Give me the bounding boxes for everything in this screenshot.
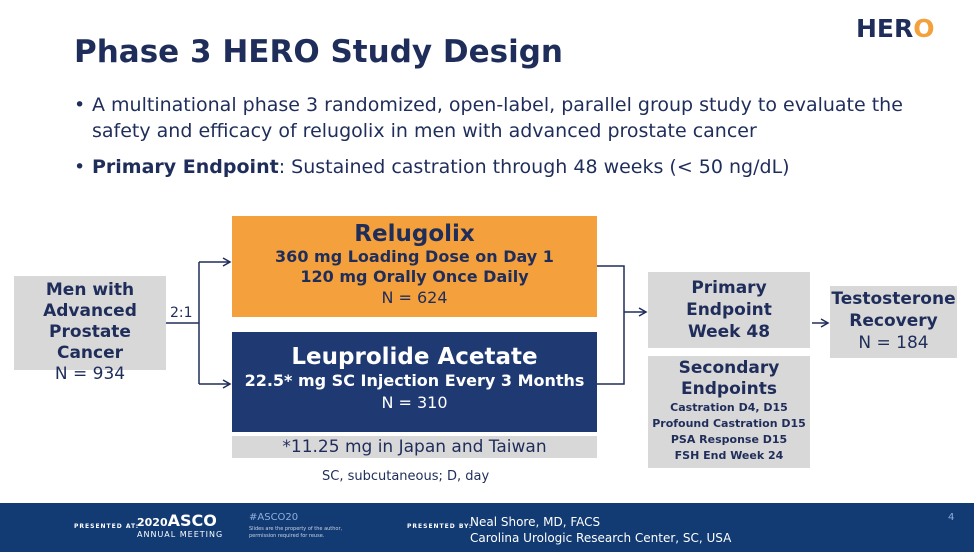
population-line: Prostate Cancer bbox=[49, 322, 131, 363]
endpoint-item: FSH End Week 24 bbox=[674, 449, 784, 462]
presenter-institution: Carolina Urologic Research Center, SC, USA bbox=[470, 531, 732, 545]
population-line: Men with bbox=[45, 280, 135, 300]
presenter-name: Neal Shore, MD, FACS bbox=[470, 515, 601, 529]
recovery-line: Testosterone bbox=[831, 289, 956, 309]
presented-at-label: PRESENTED AT: bbox=[74, 523, 140, 530]
endpoint-heading: Endpoints bbox=[681, 379, 777, 399]
arm-dose: 22.5* mg SC Injection Every 3 Months bbox=[244, 371, 585, 390]
bullet-dot: • bbox=[74, 94, 86, 116]
primary-endpoint-box bbox=[648, 272, 810, 348]
bullet-dot: • bbox=[74, 156, 86, 178]
arm-dose: 360 mg Loading Dose on Day 1 bbox=[275, 247, 554, 266]
endpoint-line: Endpoint bbox=[686, 300, 772, 320]
arm-n: N = 624 bbox=[381, 288, 448, 307]
asco-logo: 2020ASCO bbox=[137, 511, 217, 530]
abbreviations: SC, subcutaneous; D, day bbox=[322, 469, 490, 484]
disclaimer: Slides are the property of the author, permission required for reuse. bbox=[249, 526, 343, 539]
endpoint-heading: Secondary bbox=[678, 358, 780, 378]
recovery-n: N = 184 bbox=[858, 333, 929, 353]
randomization-ratio: 2:1 bbox=[170, 305, 193, 321]
arm-name: Relugolix bbox=[354, 221, 475, 247]
endpoint-item: PSA Response D15 bbox=[670, 433, 788, 446]
slide-title: Phase 3 HERO Study Design bbox=[74, 34, 563, 70]
population-box bbox=[14, 276, 166, 384]
merge-connector bbox=[597, 266, 624, 384]
endpoint-item: Profound Castration D15 bbox=[652, 417, 806, 430]
split-connector bbox=[166, 262, 199, 384]
bullet-text: : Sustained castration through 48 weeks (< 50 ng/dL) bbox=[278, 156, 790, 178]
arm-name: Leuprolide Acetate bbox=[291, 344, 538, 370]
hero-logo: HERO bbox=[856, 14, 935, 43]
endpoint-line: Primary bbox=[691, 278, 767, 298]
endpoint-item: Castration D4, D15 bbox=[670, 401, 788, 414]
bullet-label: Primary Endpoint bbox=[92, 156, 279, 178]
testosterone-recovery-box bbox=[830, 286, 957, 358]
arm-dose: 120 mg Orally Once Daily bbox=[300, 267, 529, 286]
presented-by-label: PRESENTED BY: bbox=[407, 523, 473, 530]
endpoint-line: Week 48 bbox=[687, 322, 771, 342]
recovery-line: Recovery bbox=[849, 311, 938, 331]
footer-bar bbox=[0, 503, 974, 552]
bullet-text: A multinational phase 3 randomized, open-label, parallel group study to evaluate the safety and efficacy of relugolix in men with advanced prostate cancer bbox=[92, 94, 903, 142]
page-number: 4 bbox=[948, 512, 955, 523]
hashtag: #ASCO20 bbox=[249, 512, 299, 523]
population-n: N = 934 bbox=[54, 364, 126, 384]
arm-n: N = 310 bbox=[381, 393, 448, 412]
population-line: Advanced bbox=[43, 301, 137, 321]
secondary-endpoints-box bbox=[648, 356, 810, 468]
annual-meeting-label: ANNUAL MEETING bbox=[137, 530, 224, 539]
leuprolide-arm-box bbox=[232, 332, 597, 432]
relugolix-arm-box bbox=[232, 216, 597, 317]
dose-footnote: *11.25 mg in Japan and Taiwan bbox=[232, 436, 597, 458]
